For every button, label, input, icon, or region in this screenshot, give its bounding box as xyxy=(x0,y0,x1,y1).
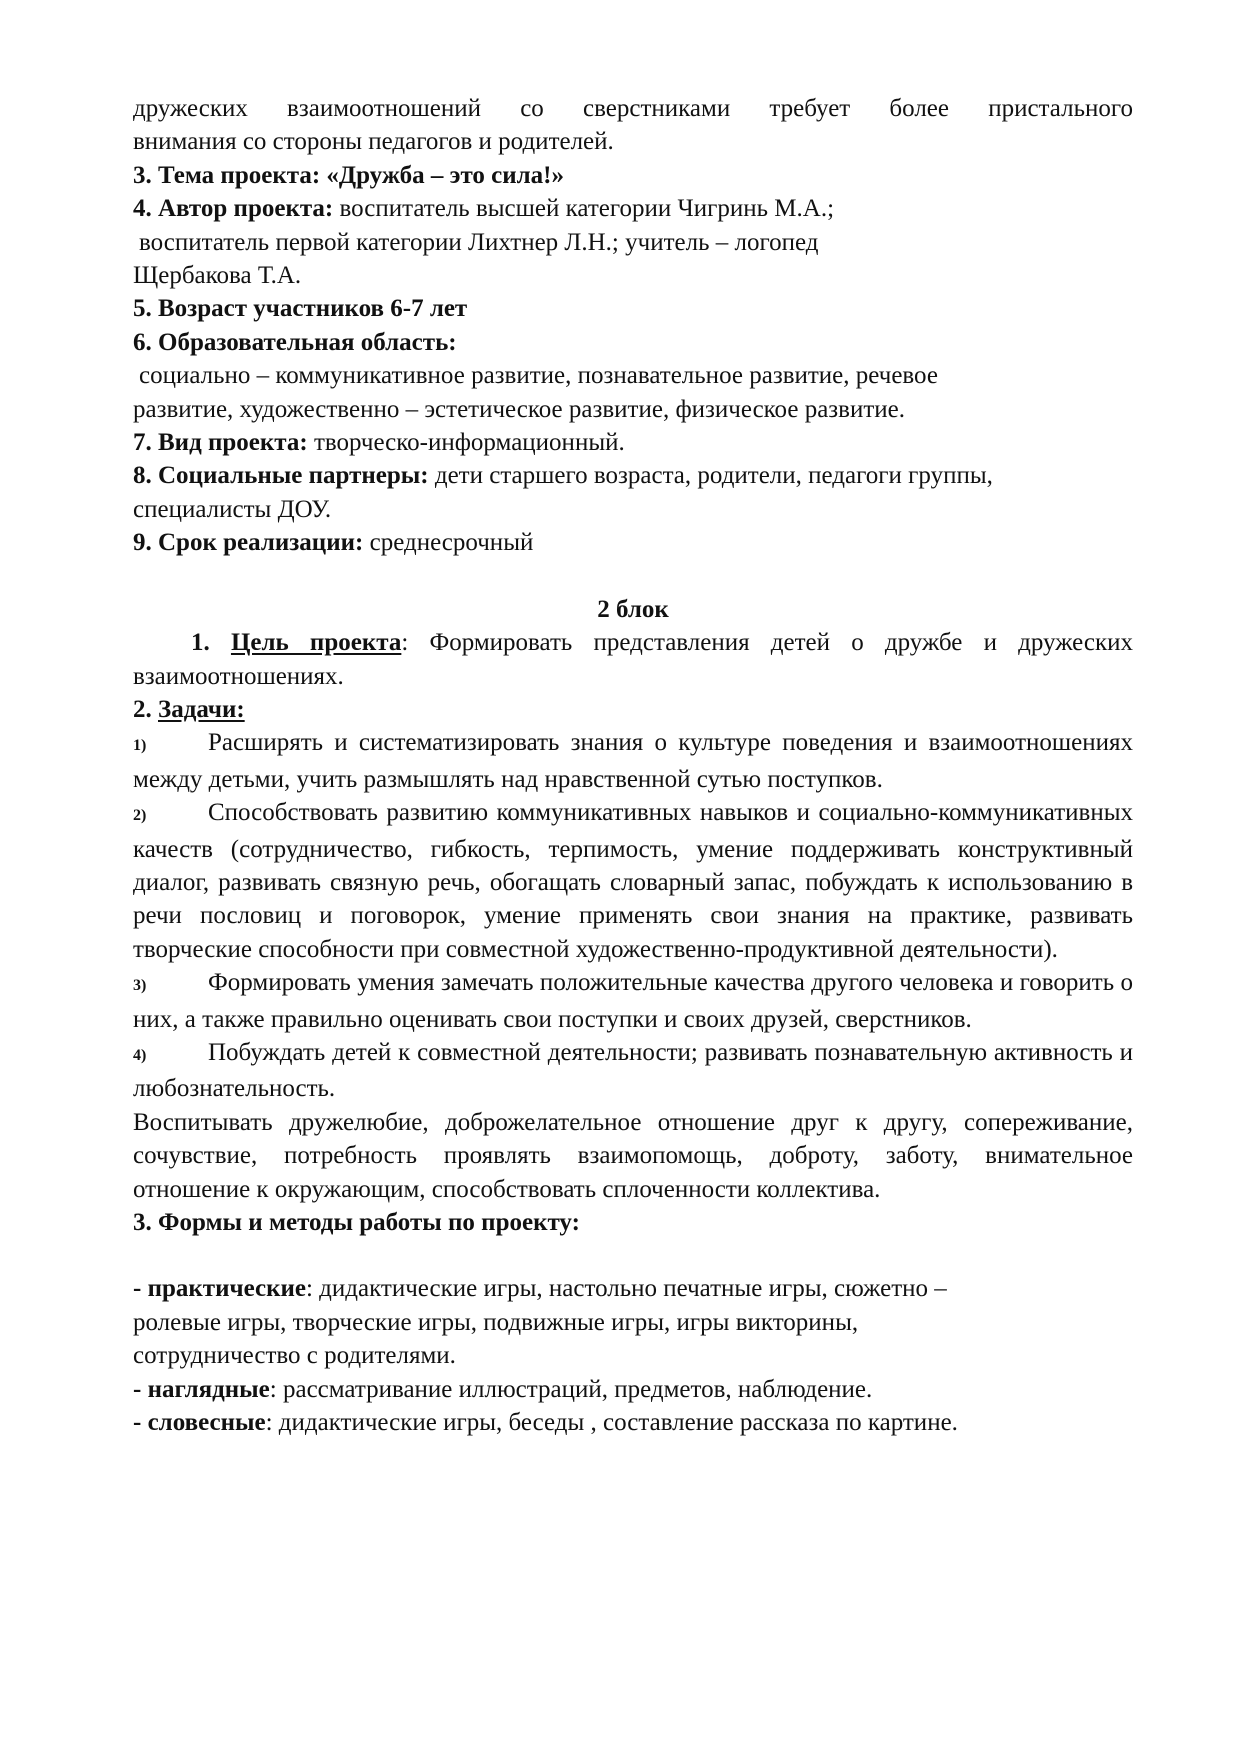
intro-line-2: внимания со стороны педагогов и родителей. xyxy=(133,128,614,156)
blank-line xyxy=(133,1239,1133,1272)
realization-term xyxy=(133,526,1133,559)
intro-line-1: дружеских взаимоотношений со сверстниками требует более пристального xyxy=(133,95,1133,122)
project-theme: 3. Тема проекта: «Дружба – это сила!» xyxy=(133,161,564,189)
project-author-line-3: Щербакова Т.А. xyxy=(133,262,302,290)
task-text: Расширять и систематизировать знания о культуре поведения и взаимоотношениях между детьми, учить размышлять над нравственной сутью поступков. xyxy=(133,729,1133,793)
practical-methods-line-2: ролевые игры, творческие игры, подвижные игры, игры викторины, xyxy=(133,1308,859,1336)
project-author-line-1: воспитатель высшей категории Чигринь М.А.; xyxy=(333,195,835,223)
task-text: Способствовать развитию коммуникативных навыков и социально-коммуникативных качеств (сотрудничество, гибкость, терпимость, умение поддерживать конструктивный диалог, развивать связную речь, обогащать словарный запас, побуждать к использованию в речи пословиц и поговорок, умение применять свои знания на практике, развивать творческие способности при совместной художественно-продуктивной деятельности). xyxy=(133,799,1133,963)
task-item xyxy=(133,1036,1133,1106)
block-2-heading: 2 блок xyxy=(597,595,669,623)
visual-methods-label: - наглядные xyxy=(133,1375,270,1403)
education-area-line-1: социально – коммуникативное развитие, познавательное развитие, речевое xyxy=(139,362,938,390)
task-number: 4) xyxy=(133,1046,147,1064)
task-item xyxy=(133,966,1133,1036)
visual-methods-text: : рассматривание иллюстраций, предметов, наблюдение. xyxy=(269,1375,873,1403)
task-number: 3) xyxy=(133,977,147,995)
task-number: 1) xyxy=(133,737,147,755)
project-type xyxy=(133,426,1133,459)
verbal-methods-label: - словесные xyxy=(133,1409,266,1437)
task-number: 2) xyxy=(133,807,147,825)
practical-methods-line-1: : дидактические игры, настольно печатные игры, сюжетно – xyxy=(305,1275,947,1303)
project-type-value: творческо-информационный. xyxy=(307,429,625,457)
task-text: Формировать умения замечать положительные качества другого человека и говорить о них, а также правильно оценивать свои поступки и своих друзей, сверстников. xyxy=(133,969,1133,1033)
practical-methods-label: - практические xyxy=(133,1275,306,1303)
task-text: Побуждать детей к совместной деятельности; развивать познавательную активность и любознательность. xyxy=(133,1038,1133,1103)
task-item xyxy=(133,796,1133,966)
task-item xyxy=(133,726,1133,796)
social-partners-value-1: дети старшего возраста, родители, педагоги группы, xyxy=(428,462,993,490)
practical-methods xyxy=(133,1272,1133,1305)
verbal-methods-text: : дидактические игры, беседы , составление рассказа по картине. xyxy=(265,1409,958,1437)
education-area-label: 6. Образовательная область: xyxy=(133,328,457,356)
project-author-label: 4. Автор проекта: xyxy=(133,195,334,223)
project-goal-number: 1. xyxy=(191,629,231,657)
social-partners-label: 8. Социальные партнеры: xyxy=(133,462,429,490)
project-type-label: 7. Вид проекта: xyxy=(133,429,308,457)
project-goal-text: : Формировать представления детей о дружбе и дружеских взаимоотношениях. xyxy=(133,629,1134,690)
participants-age: 5. Возраст участников 6-7 лет xyxy=(133,295,468,323)
document-page xyxy=(133,92,1133,1439)
social-partners xyxy=(133,459,1133,492)
practical-methods-line-3: сотрудничество с родителями. xyxy=(133,1342,456,1370)
project-author-line-2: воспитатель первой категории Лихтнер Л.Н.; учитель – логопед xyxy=(139,228,819,256)
project-goal-label: Цель проекта xyxy=(230,629,402,657)
verbal-methods xyxy=(133,1406,1133,1439)
tasks-heading xyxy=(133,693,1133,726)
realization-term-label: 9. Срок реализации: xyxy=(133,529,364,557)
project-author xyxy=(133,192,1133,225)
tasks-label: Задачи: xyxy=(158,695,245,723)
upbringing-paragraph: Воспитывать дружелюбие, доброжелательное отношение друг к другу, сопереживание, сочувствие, потребность проявлять взаимопомощь, доброту, заботу, внимательное отношение к окружающим, способствовать сплоченности коллектива. xyxy=(133,1108,1133,1203)
social-partners-value-2: специалисты ДОУ. xyxy=(133,495,332,523)
forms-methods-heading: 3. Формы и методы работы по проекту: xyxy=(133,1209,580,1236)
project-goal xyxy=(133,626,1133,693)
visual-methods xyxy=(133,1373,1133,1406)
education-area-line-2: развитие, художественно – эстетическое развитие, физическое развитие. xyxy=(133,395,905,423)
realization-term-value: среднесрочный xyxy=(363,529,534,557)
tasks-number: 2. xyxy=(133,695,158,723)
